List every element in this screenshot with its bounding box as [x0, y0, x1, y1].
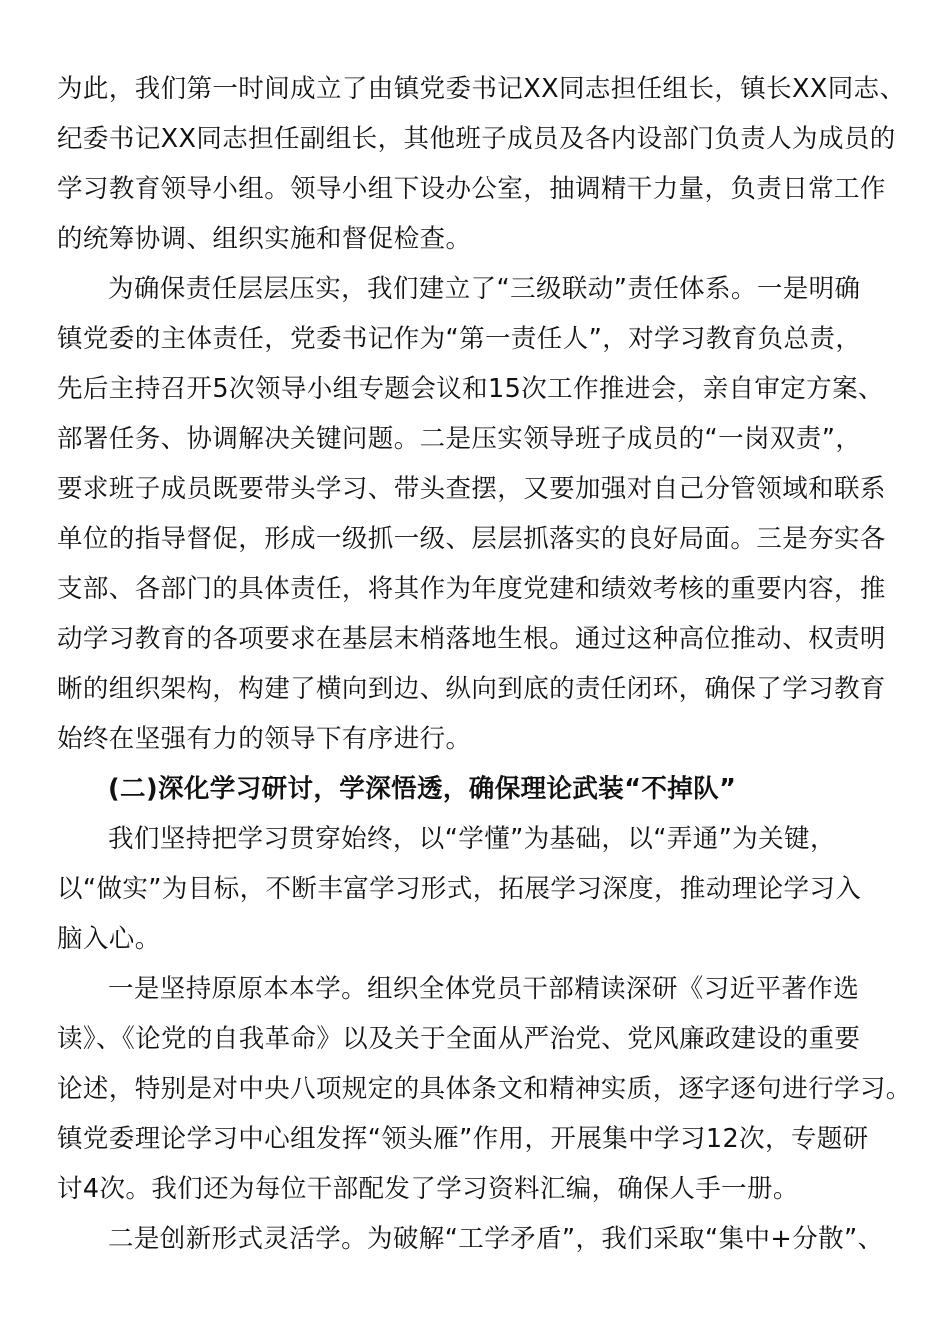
body-text-line: 先后主持召开5次领导小组专题会议和15次工作推进会，亲自审定方案、 — [57, 374, 884, 404]
body-text-line: 以“做实”为目标，不断丰富学习形式，拓展学习深度，推动理论学习入 — [57, 874, 862, 904]
body-text-line: 支部、各部门的具体责任，将其作为年度党建和绩效考核的重要内容，推 — [57, 574, 886, 604]
body-text-line: 的统筹协调、组织实施和督促检查。 — [57, 224, 472, 254]
body-text-line: 为确保责任层层压实，我们建立了“三级联动”责任体系。一是明确 — [108, 274, 861, 304]
body-text-line: 单位的指导督促，形成一级抓一级、层层抓落实的良好局面。三是夯实各 — [57, 524, 886, 554]
document-body — [57, 64, 912, 1264]
body-text-line: 镇党委的主体责任，党委书记作为“第一责任人”，对学习教育负总责， — [57, 324, 862, 354]
body-text-line: 要求班子成员既要带头学习、带头查摆，又要加强对自己分管领域和联系 — [57, 474, 886, 504]
body-text-line: 学习教育领导小组。领导小组下设办公室，抽调精干力量，负责日常工作 — [57, 174, 886, 204]
body-text-line: 为此，我们第一时间成立了由镇党委书记XX同志担任组长，镇长XX同志、 — [57, 74, 906, 104]
body-text-line: 始终在坚强有力的领导下有序进行。 — [57, 724, 472, 754]
body-text-line: 晰的组织架构，构建了横向到边、纵向到底的责任闭环，确保了学习教育 — [57, 674, 886, 704]
section-heading: (二)深化学习研讨，学深悟透，确保理论武装“不掉队” — [108, 774, 737, 804]
body-text-line: 二是创新形式灵活学。为破解“工学矛盾”，我们采取“集中+分散”、 — [108, 1224, 884, 1254]
body-text-line: 镇党委理论学习中心组发挥“领头雁”作用，开展集中学习12次，专题研 — [57, 1124, 869, 1154]
body-text-line: 一是坚持原原本本学。组织全体党员干部精读深研《习近平著作选 — [108, 974, 860, 1004]
body-text-line: 讨4次。我们还为每位干部配发了学习资料汇编，确保人手一册。 — [57, 1174, 799, 1204]
body-text-line: 读》、《论党的自我革命》以及关于全面从严治党、党风廉政建设的重要 — [57, 1024, 861, 1054]
body-text-line: 部署任务、协调解决关键问题。二是压实领导班子成员的“一岗双责”， — [57, 424, 862, 454]
body-text-line: 论述，特别是对中央八项规定的具体条文和精神实质，逐字逐句进行学习。 — [57, 1074, 912, 1104]
body-text-line: 纪委书记XX同志担任副组长，其他班子成员及各内设部门负责人为成员的 — [57, 124, 896, 154]
body-text-line: 动学习教育的各项要求在基层末梢落地生根。通过这种高位推动、权责明 — [57, 624, 886, 654]
body-text-line: 脑入心。 — [57, 924, 161, 954]
body-text-line: 我们坚持把学习贯穿始终，以“学懂”为基础，以“弄通”为关键， — [108, 824, 836, 854]
